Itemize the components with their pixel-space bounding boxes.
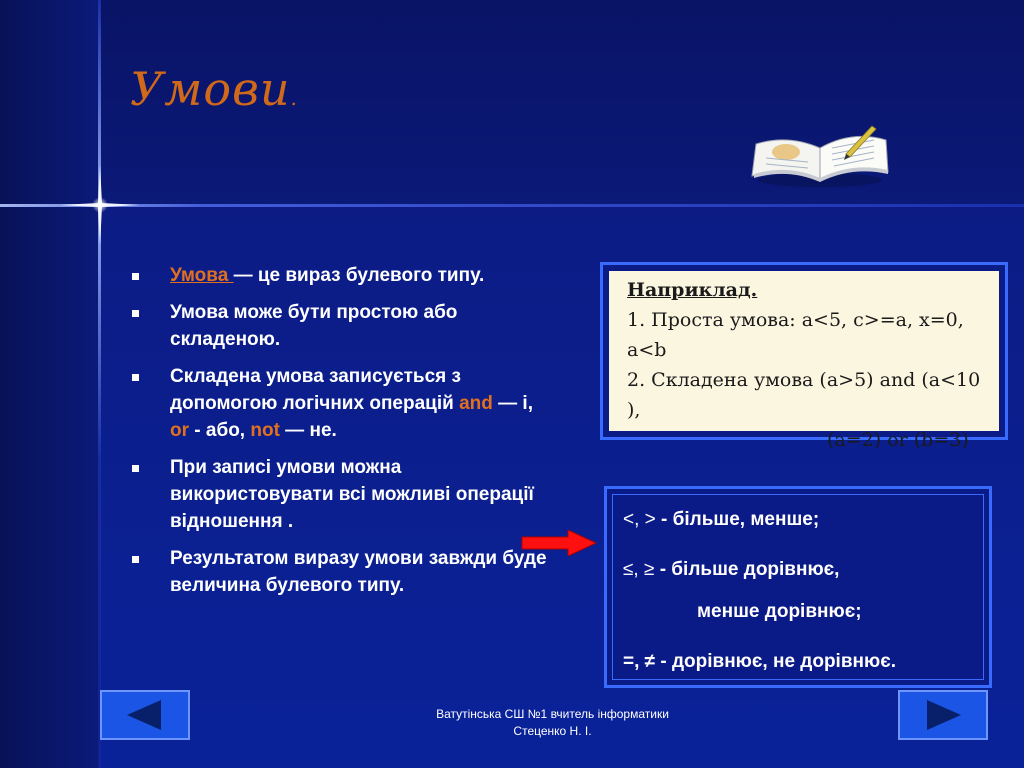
- list-item: [130, 262, 550, 289]
- bullet-text: При записі умови можна використовувати всі можливі операції відношення .: [170, 457, 534, 532]
- footer-name-line: Стеценко Н. І.: [513, 724, 592, 738]
- previous-slide-button[interactable]: [100, 690, 190, 740]
- bullet-text: Результатом виразу умови завжди буде величина булевого типу.: [170, 548, 547, 596]
- operation-text: - більше дорівнює,: [654, 559, 840, 580]
- example-content: [609, 271, 999, 451]
- footer: [380, 706, 725, 740]
- open-book-icon: [748, 114, 893, 189]
- list-item: [130, 363, 550, 444]
- list-item: [130, 454, 550, 535]
- arrow-left-icon: [123, 698, 167, 732]
- example-line: (a=2) or (b=3): [827, 429, 969, 451]
- horizontal-divider: [0, 204, 1024, 207]
- list-item: [130, 299, 550, 353]
- vertical-divider: [98, 0, 101, 768]
- bullet-text: Умова може бути простою або складеною.: [170, 302, 458, 350]
- next-slide-button[interactable]: [898, 690, 988, 740]
- operation-line: менше дорівнює;: [697, 601, 862, 622]
- bullet-text: — не.: [279, 420, 337, 441]
- example-line: 1. Проста умова: a<5, c>=a, x=0, a<b: [627, 309, 964, 361]
- example-heading: Наприклад.: [627, 279, 758, 301]
- example-line: 2. Складена умова (a>5) and (a<10 ),: [627, 369, 981, 421]
- sparkle-icon: [60, 165, 140, 245]
- left-band: [0, 0, 100, 768]
- operation-symbols: ≤, ≥: [623, 559, 655, 580]
- operation-text: - дорівнює, не дорівнює.: [655, 651, 896, 672]
- operation-line: [623, 651, 896, 673]
- arrow-right-icon: [921, 698, 965, 732]
- bullet-list: [130, 262, 550, 609]
- operation-line: [623, 559, 839, 581]
- term-highlight: Умова: [170, 265, 234, 286]
- bullet-text: — і,: [492, 393, 533, 414]
- title-dot: .: [290, 86, 298, 110]
- bullet-text: — це вираз булевого типу.: [233, 265, 485, 286]
- operation-symbols: <, >: [623, 509, 656, 530]
- bullet-text: Складена умова записується з допомогою логічних операцій: [170, 366, 461, 414]
- operation-text: - більше, менше;: [655, 509, 820, 530]
- operations-panel: [604, 486, 992, 688]
- keyword-and: and: [459, 393, 493, 414]
- bullet-text: - або,: [189, 420, 251, 441]
- footer-author-line: Ватутінська СШ №1 вчитель інформатики: [436, 707, 669, 721]
- operation-line: [623, 509, 819, 531]
- example-panel: [600, 262, 1008, 451]
- list-item: [130, 545, 550, 599]
- title-text: Умови: [130, 62, 291, 116]
- operations-content: [612, 494, 984, 680]
- operation-symbols: =, ≠: [623, 651, 656, 672]
- keyword-or: or: [170, 420, 189, 441]
- keyword-not: not: [250, 420, 280, 441]
- arrow-right-icon: [520, 530, 598, 556]
- page-title: [130, 62, 298, 116]
